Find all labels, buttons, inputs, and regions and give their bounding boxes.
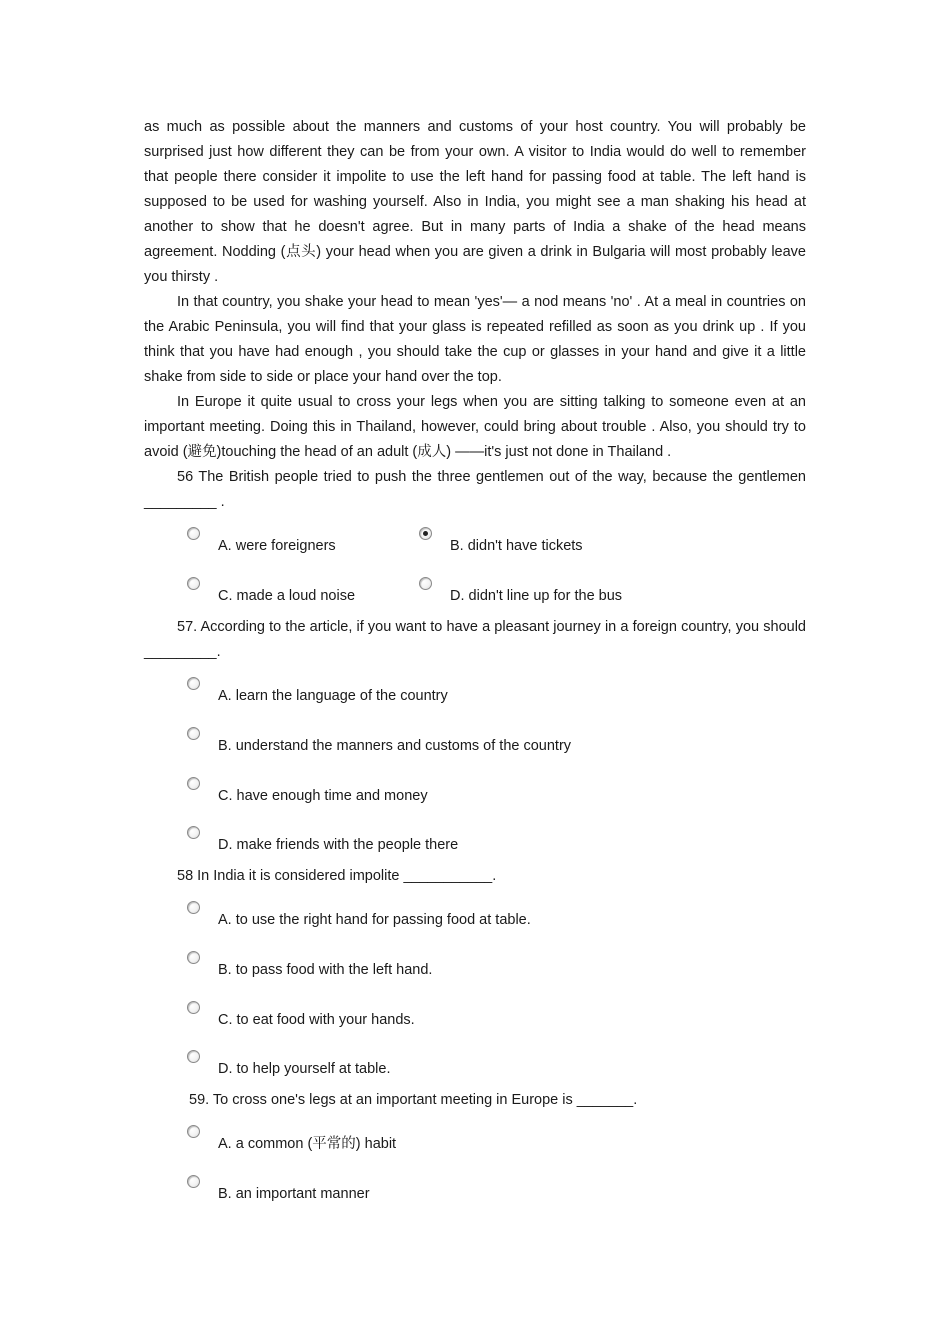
option-label: B. to pass food with the left hand.	[218, 962, 433, 978]
option-label: A. a common (平常的) habit	[218, 1136, 397, 1152]
radio-button-icon[interactable]	[187, 777, 200, 790]
radio-button-icon[interactable]	[187, 826, 200, 839]
radio-button-icon[interactable]	[187, 1175, 200, 1188]
radio-button-icon[interactable]	[187, 1001, 200, 1014]
radio-button-icon[interactable]	[187, 951, 200, 964]
passage-paragraph-1: as much as possible about the manners and customs of your host country. You will probably be surprised just how different they can be from your own. A visitor to India would do well to remember that people there consider it impolite to use the left hand for passing food at table. The left hand is supposed to be used for washing yourself. Also in India, you might see a man shaking his head at another to show that he doesn't agree. But in many parts of India a shake of the head means agreement. Nodding (点头) your head when you are given a drink in Bulgaria will most probably leave you thirsty .	[144, 119, 806, 285]
question-56-options	[144, 515, 806, 615]
question-59-options	[144, 1113, 806, 1223]
question-58-stem: 58 In India it is considered impolite ___________.	[177, 868, 497, 884]
option-label: A. learn the language of the country	[218, 688, 448, 704]
option-label: B. didn't have tickets	[450, 538, 583, 554]
option-label: B. understand the manners and customs of the country	[218, 738, 572, 754]
radio-button-icon[interactable]	[187, 727, 200, 740]
option-label: C. have enough time and money	[218, 788, 428, 804]
question-58-options	[144, 889, 806, 1088]
radio-button-icon[interactable]	[187, 901, 200, 914]
question-57-options	[144, 665, 806, 864]
radio-button-icon[interactable]	[187, 527, 200, 540]
radio-button-icon[interactable]	[187, 677, 200, 690]
radio-button-icon[interactable]	[187, 1050, 200, 1063]
option-label: D. didn't line up for the bus	[450, 588, 623, 604]
option-label: D. to help yourself at table.	[218, 1061, 391, 1077]
option-label: A. were foreigners	[218, 538, 336, 554]
question-56-stem: 56 The British people tried to push the three gentlemen out of the way, because the gentlemen _________ .	[144, 469, 806, 510]
question-59-stem: 59. To cross one's legs at an important meeting in Europe is _______.	[189, 1092, 638, 1108]
option-label: A. to use the right hand for passing food at table.	[218, 912, 531, 928]
option-label: C. made a loud noise	[218, 588, 356, 604]
question-57-stem: 57. According to the article, if you want to have a pleasant journey in a foreign country, you should _________.	[144, 619, 806, 660]
passage-paragraph-2: In that country, you shake your head to mean 'yes'— a nod means 'no' . At a meal in countries on the Arabic Peninsula, you will find that your glass is repeated refilled as soon as you drink up . If you think that you have had enough , you should take the cup or glasses in your hand and give it a little shake from side to side or place your hand over the top.	[144, 294, 806, 385]
option-label: C. to eat food with your hands.	[218, 1012, 415, 1028]
option-label: D. make friends with the people there	[218, 837, 459, 853]
radio-button-icon[interactable]	[419, 577, 432, 590]
reading-page	[144, 115, 806, 1223]
radio-button-icon[interactable]	[187, 1125, 200, 1138]
radio-button-icon[interactable]	[187, 577, 200, 590]
radio-button-selected-icon[interactable]	[419, 527, 432, 540]
passage-paragraph-3: In Europe it quite usual to cross your legs when you are sitting talking to someone even at an important meeting. Doing this in Thailand, however, could bring about trouble . Also, you should try to avoid (避免)touching the head of an adult (成人) ——it's just not done in Thailand .	[144, 394, 806, 460]
option-label: B. an important manner	[218, 1186, 370, 1202]
